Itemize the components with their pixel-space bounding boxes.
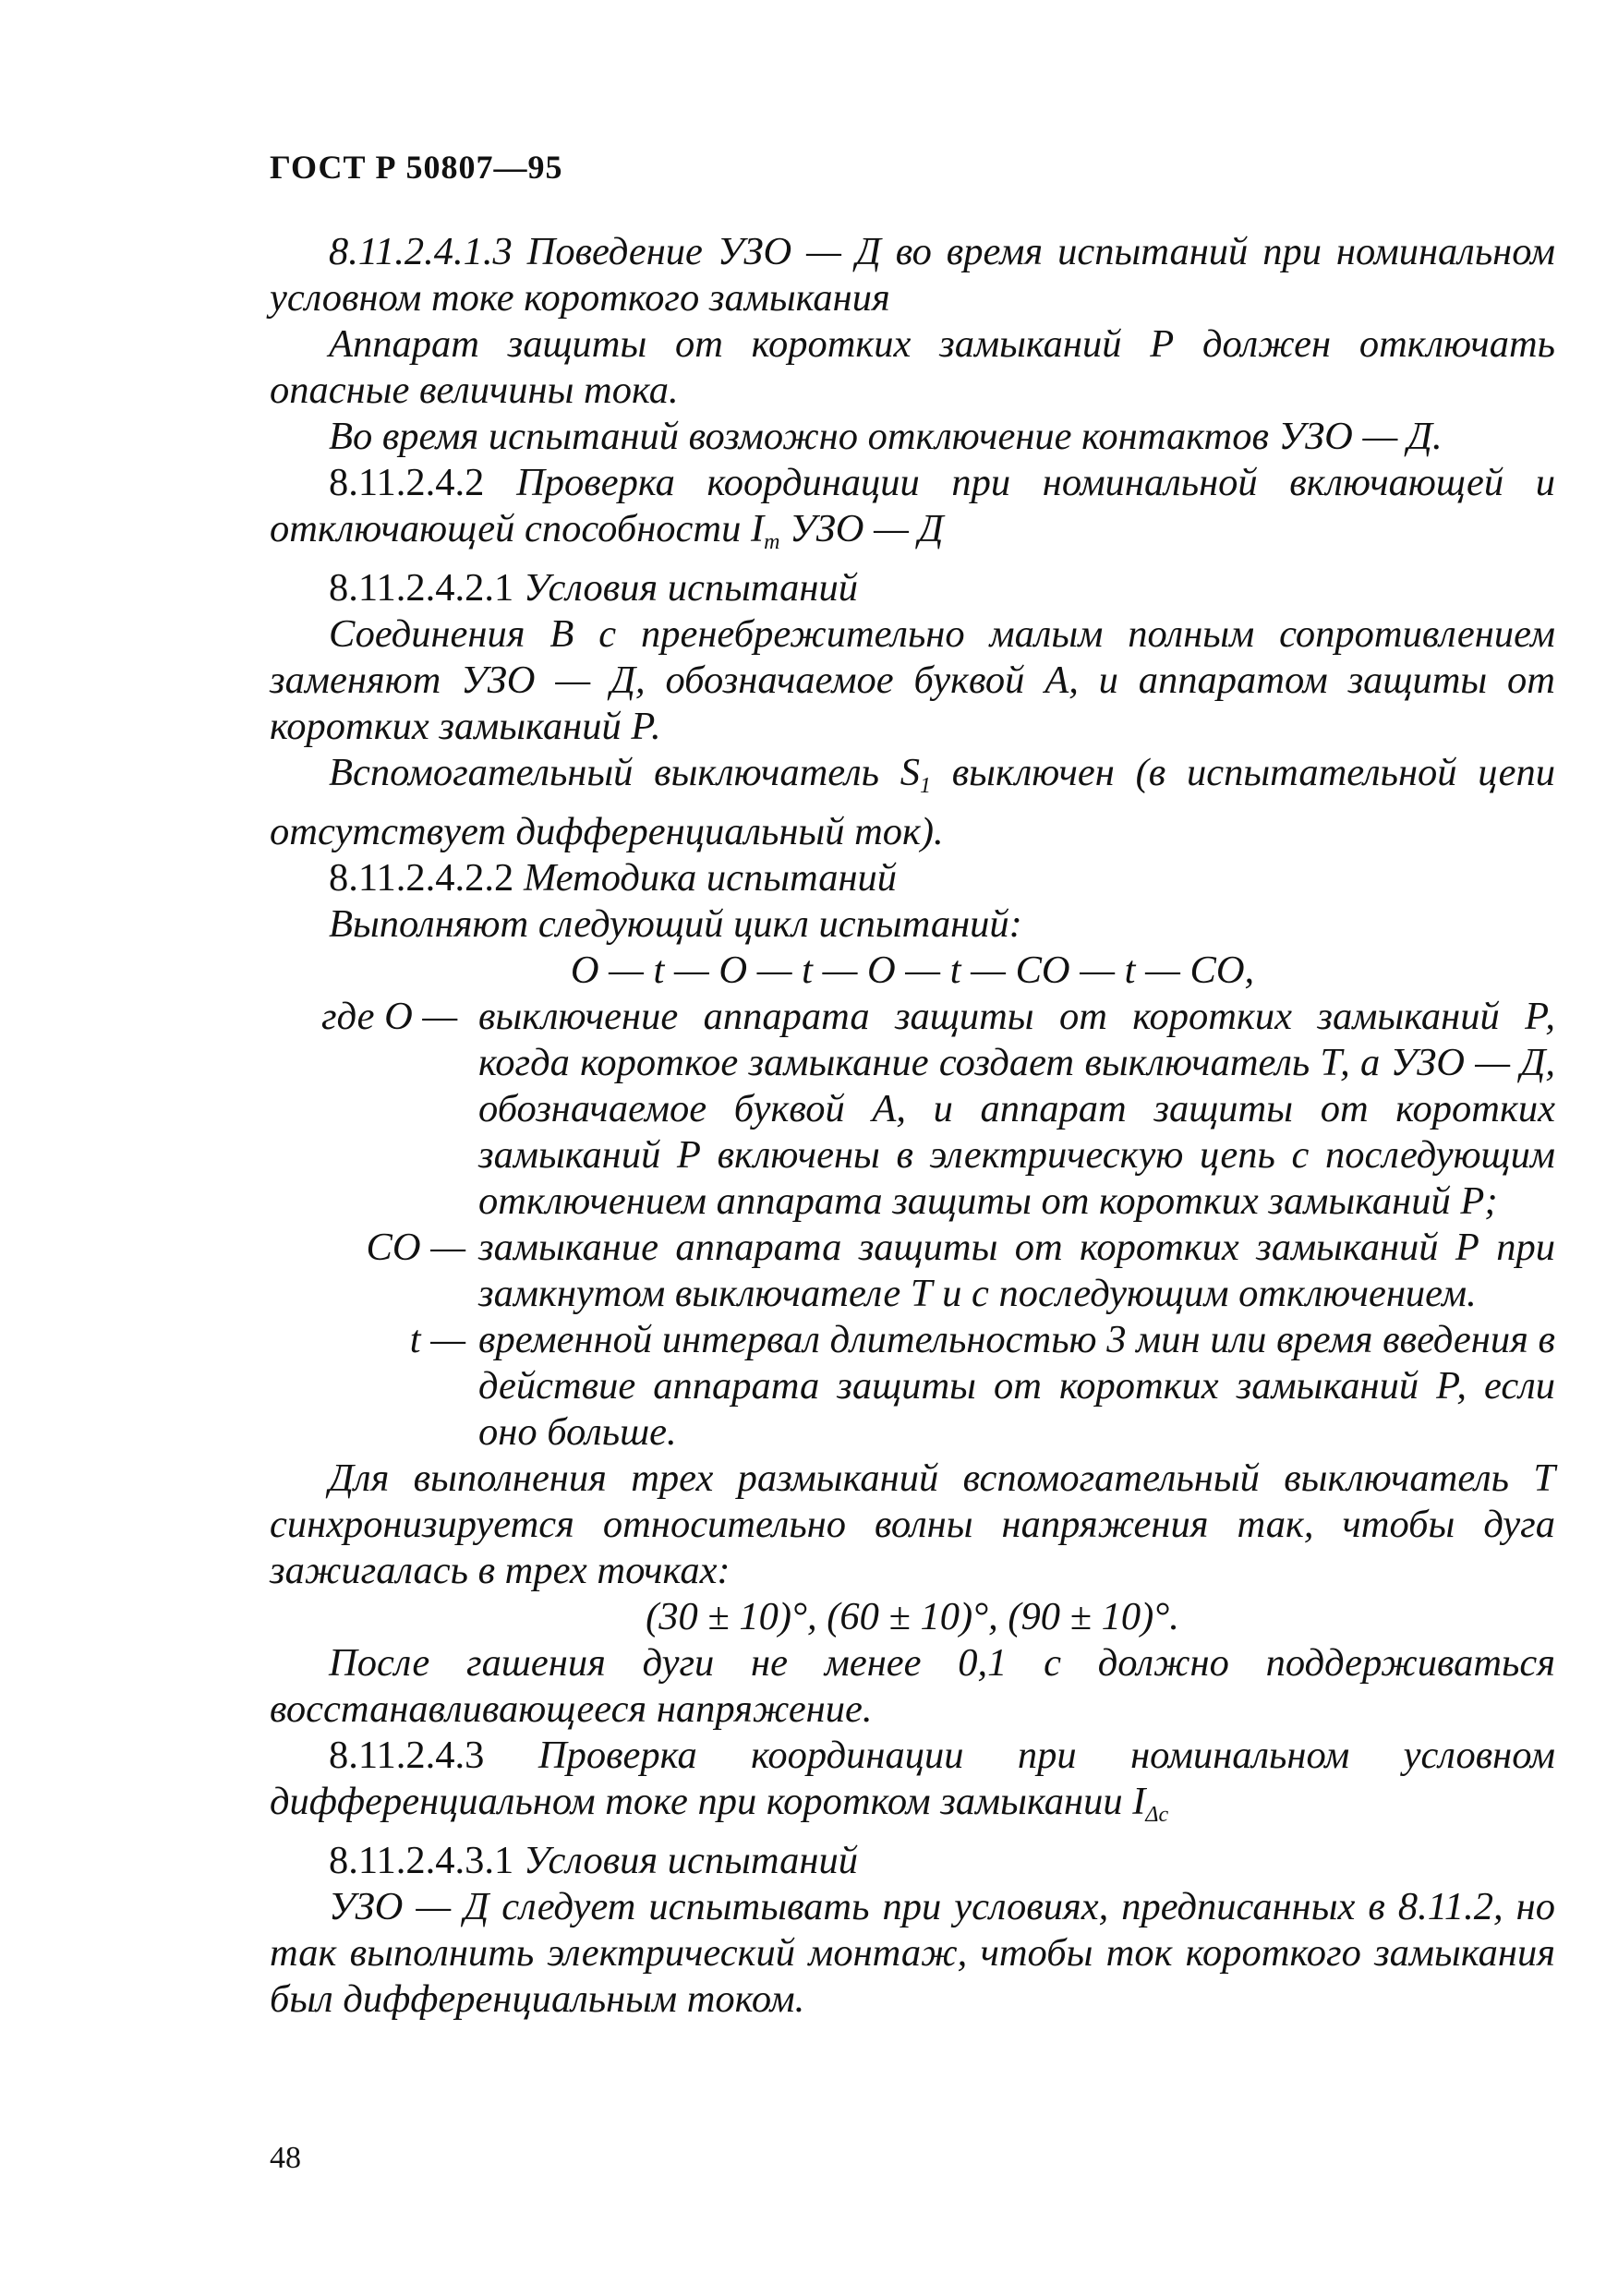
document-header: ГОСТ Р 50807—95 — [270, 149, 563, 186]
definition-text: временной интервал длительностью 3 мин или время введения в действие аппарата защиты от коротких замыканий Р, если оно больше. — [478, 1318, 1555, 1454]
formula-test-cycle: O — t — O — t — O — t — CO — t — CO, — [570, 949, 1255, 992]
section-number: 8.11.2.4.2 — [329, 461, 485, 504]
section-number: 8.11.2.4.3 — [329, 1734, 485, 1777]
definition-text: замыкание аппарата защиты от коротких замыканий Р при замкнутом выключателе Т и с последующим отключением. — [478, 1226, 1555, 1315]
paragraph: Соединения В с пренебрежительно малым полным сопротивлением заменяют УЗО — Д, обозначаемое буквой А, и аппаратом защиты от коротких замыканий Р. — [270, 612, 1555, 748]
definition-o — [270, 994, 1555, 1225]
section-number: 8.11.2.4.2.1 — [329, 566, 514, 610]
definition-t — [270, 1317, 1555, 1456]
definition-term: t — — [409, 1318, 465, 1361]
subscript: Δc — [1145, 1803, 1169, 1827]
definition-term: где O — — [321, 995, 458, 1038]
page-number: 48 — [270, 2141, 301, 2175]
section-title-text: УЗО — Д — [779, 507, 944, 550]
subscript: 1 — [919, 774, 931, 798]
section-number: 8.11.2.4.2.2 — [329, 856, 514, 900]
paragraph-heading-8-11-2-4-1-3: 8.11.2.4.1.3 Поведение УЗО — Д во время испытаний при номинальном условном токе короткого замыкания — [270, 230, 1555, 320]
paragraph — [270, 750, 1555, 855]
paragraph-heading-8-11-2-4-2-2 — [270, 855, 1555, 901]
section-number: 8.11.2.4.3.1 — [329, 1839, 514, 1882]
section-title-text: Проверка координации при номинальной включающей и отключающей способности I — [270, 461, 1555, 550]
paragraph-heading-8-11-2-4-2 — [270, 460, 1555, 565]
paragraph-text: выключен (в испытательной цепи отсутствует дифференциальный ток). — [270, 751, 1555, 853]
paragraph: Аппарат защиты от коротких замыканий Р должен отключать опасные величины тока. — [270, 322, 1555, 412]
subscript: m — [764, 530, 780, 554]
paragraph: Выполняют следующий цикл испытаний: — [329, 902, 1022, 946]
formula-angles: (30 ± 10)°, (60 ± 10)°, (90 ± 10)°. — [646, 1595, 1179, 1638]
paragraph: УЗО — Д следует испытывать при условиях, предписанных в 8.11.2, но так выполнить электрический монтаж, чтобы ток короткого замыкания был дифференциальным током. — [270, 1885, 1555, 2021]
definition-co — [270, 1225, 1555, 1317]
section-title-text: Проверка координации при номинальном условном дифференциальном токе при коротком замыкании I — [270, 1734, 1555, 1823]
paragraph: Во время испытаний возможно отключение контактов УЗО — Д. — [329, 415, 1443, 458]
definition-term: CO — — [366, 1226, 465, 1269]
definition-text: выключение аппарата защиты от коротких замыканий Р, когда короткое замыкание создает выключатель Т, а УЗО — Д, обозначаемое буквой А, и аппарат защиты от коротких замыканий Р включены в электрическую цепь с последующим отключением аппарата защиты от коротких замыканий Р; — [478, 995, 1555, 1223]
section-title: Условия испытаний — [523, 1839, 858, 1882]
paragraph-heading-8-11-2-4-3-1 — [270, 1838, 1555, 1884]
section-title: Условия испытаний — [523, 566, 858, 610]
paragraph: Для выполнения трех размыканий вспомогательный выключатель Т синхронизируется относительно волны напряжения так, чтобы дуга зажигалась в трех точках: — [270, 1456, 1555, 1592]
paragraph-text: Вспомогательный выключатель S — [329, 751, 920, 794]
paragraph: После гашения дуги не менее 0,1 с должно поддерживаться восстанавливающееся напряжение. — [270, 1641, 1555, 1731]
paragraph-heading-8-11-2-4-3 — [270, 1733, 1555, 1838]
paragraph-heading-8-11-2-4-2-1 — [270, 565, 1555, 611]
section-title: Методика испытаний — [523, 856, 898, 900]
document-body — [270, 229, 1555, 2023]
